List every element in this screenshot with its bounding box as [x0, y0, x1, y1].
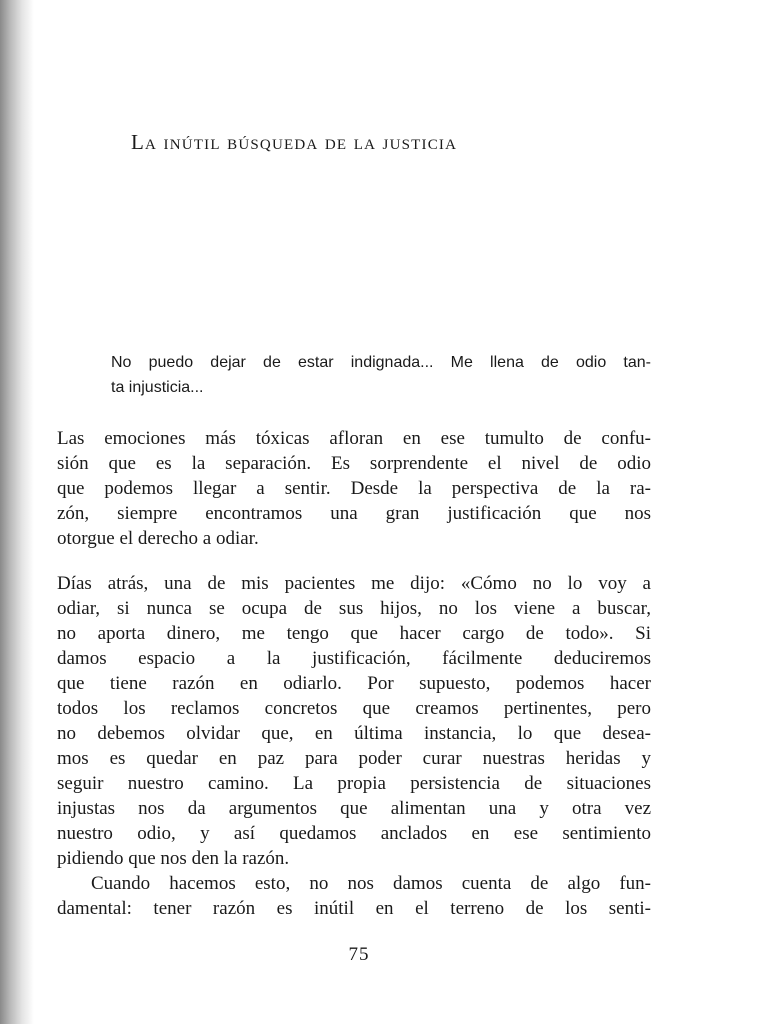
body-paragraph-2: [57, 571, 651, 921]
chapter-title: La inútil búsqueda de la justicia: [131, 130, 458, 154]
epigraph-quote: [111, 350, 651, 400]
text-line: injustas nos da argumentos que alimentan una y otra vez: [57, 798, 651, 819]
text-line: Cuando hacemos esto, no nos damos cuenta de algo fun-: [91, 873, 651, 894]
text-line: sión que es la separación. Es sorprendente el nivel de odio: [57, 453, 651, 474]
text-line: Días atrás, una de mis pacientes me dijo: «Cómo no lo voy a: [57, 573, 651, 594]
text-line: que podemos llegar a sentir. Desde la perspectiva de la ra-: [57, 478, 651, 499]
text-line: nuestro odio, y así quedamos anclados en ese sentimiento: [57, 823, 651, 844]
epigraph-line: No puedo dejar de estar indignada... Me llena de odio tan-: [111, 354, 651, 371]
text-line: no debemos olvidar que, en última instancia, lo que desea-: [57, 723, 651, 744]
text-line: que tiene razón en odiarlo. Por supuesto, podemos hacer: [57, 673, 651, 694]
text-line: no aporta dinero, me tengo que hacer cargo de todo». Si: [57, 623, 651, 644]
page-number: 75: [348, 944, 370, 965]
text-line: zón, siempre encontramos una gran justificación que nos: [57, 503, 651, 524]
text-line: odiar, si nunca se ocupa de sus hijos, no los viene a buscar,: [57, 598, 651, 619]
text-line: Las emociones más tóxicas afloran en ese tumulto de confu-: [57, 428, 651, 449]
text-line: pidiendo que nos den la razón.: [57, 848, 290, 869]
text-line: damental: tener razón es inútil en el terreno de los senti-: [57, 898, 651, 919]
epigraph-line: ta injusticia...: [111, 379, 204, 396]
book-spine-shadow: [0, 0, 34, 1024]
text-line: todos los reclamos concretos que creamos pertinentes, pero: [57, 698, 651, 719]
text-line: damos espacio a la justificación, fácilmente deduciremos: [57, 648, 651, 669]
text-line: mos es quedar en paz para poder curar nuestras heridas y: [57, 748, 651, 769]
body-paragraph-1: [57, 426, 651, 551]
text-line: seguir nuestro camino. La propia persistencia de situaciones: [57, 773, 651, 794]
text-line: otorgue el derecho a odiar.: [57, 528, 259, 549]
